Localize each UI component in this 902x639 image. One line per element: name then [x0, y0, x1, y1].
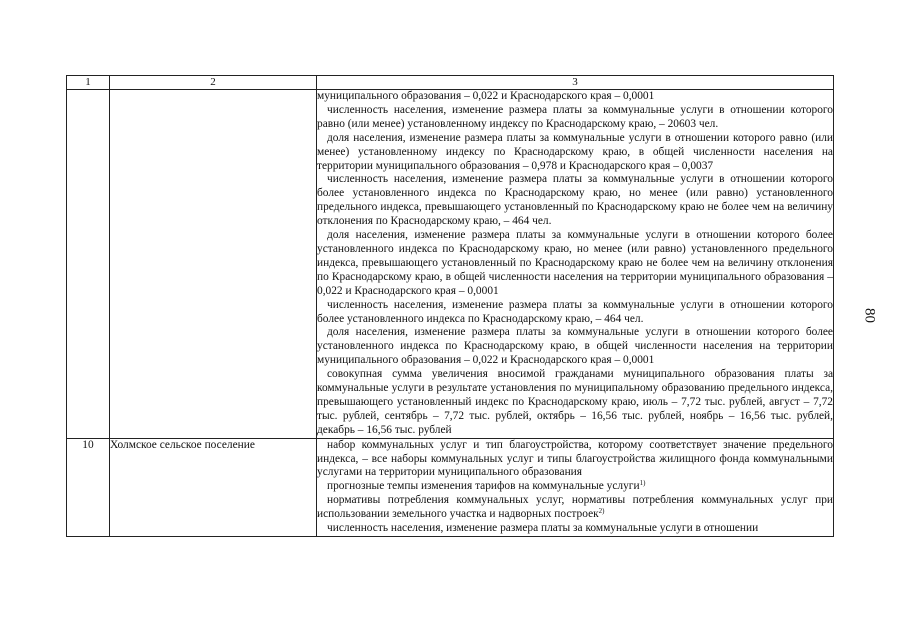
table-row	[67, 438, 834, 536]
paragraph-text: прогнозные темпы изменения тарифов на коммунальные услуги	[327, 480, 640, 493]
paragraph: набор коммунальных услуг и тип благоустройства, которому соответствует значение предельного индекса, – все наборы коммунальных услуг и типы благоустройства жилищного фонда коммунальными услугами на территории муниципального образования	[317, 438, 833, 479]
row-number	[67, 90, 110, 439]
row-number: 10	[67, 438, 110, 536]
paragraph: численность населения, изменение размера платы за коммунальные услуги в отношении которого равно (или менее) установленному индексу по Краснодарскому краю, – 20603 чел.	[317, 103, 833, 130]
paragraph-text: нормативы потребления коммунальных услуг, нормативы потребления коммунальных услуг при использовании земельного участка и надворных построек	[317, 494, 833, 521]
paragraph: доля населения, изменение размера платы за коммунальные услуги в отношении которого более установленного индекса по Краснодарскому краю, но менее (или равно) установленного предельного индекса, превышающего установленный по Краснодарскому краю не более чем на величину отклонения по Краснодарскому краю, в общей численности населения на территории муниципального образования – 0,022 и Краснодарского края – 0,0001	[317, 229, 833, 297]
paragraph: совокупная сумма увеличения вносимой гражданами муниципального образования платы за коммунальные услуги в результате установления по муниципальному образованию предельного индекса, превышающего установленный индекс по Краснодарскому краю, июль – 7,72 тыс. рублей, август – 7,72 тыс. рублей, сентябрь – 7,72 тыс. рублей, октябрь – 16,56 тыс. рублей, ноябрь – 16,56 тыс. рублей, декабрь – 16,56 тыс. рублей	[317, 368, 833, 436]
paragraph	[317, 494, 833, 522]
header-cell-2: 2	[110, 76, 317, 90]
row-description	[317, 90, 834, 439]
paragraph: доля населения, изменение размера платы за коммунальные услуги в отношении которого более установленного индекса по Краснодарскому краю, в общей численности населения на территории муниципального образования – 0,022 и Краснодарского края – 0,0001	[317, 326, 833, 367]
table-header-row	[67, 76, 834, 90]
table-row	[67, 90, 834, 439]
paragraph: доля населения, изменение размера платы за коммунальные услуги в отношении которого равно (или менее) установленному индексу по Краснодарскому краю, в общей численности населения на территории муниципального образования – 0,978 и Краснодарского края – 0,0037	[317, 131, 833, 172]
data-table	[66, 75, 834, 537]
paragraph: численность населения, изменение размера платы за коммунальные услуги в отношении которого более установленного индекса по Краснодарскому краю, – 464 чел.	[317, 298, 833, 325]
paragraph: численность населения, изменение размера платы за коммунальные услуги в отношении которого более установленного индекса по Краснодарскому краю, но менее (или равно) установленного предельного индекса, превышающего установленный по Краснодарскому краю не более чем на величину отклонения по Краснодарскому краю, – 464 чел.	[317, 173, 833, 228]
row-name	[110, 90, 317, 439]
row-name: Холмское сельское поселение	[110, 438, 317, 536]
header-cell-3: 3	[317, 76, 834, 90]
footnote-marker: 2)	[598, 507, 605, 516]
header-cell-1: 1	[67, 76, 110, 90]
page-number: 80	[861, 308, 878, 323]
paragraph: муниципального образования – 0,022 и Краснодарского края – 0,0001	[317, 90, 655, 102]
footnote-marker: 1)	[639, 479, 646, 488]
paragraph	[317, 480, 833, 494]
row-description	[317, 438, 834, 536]
paragraph: численность населения, изменение размера платы за коммунальные услуги в отношении	[327, 522, 759, 535]
